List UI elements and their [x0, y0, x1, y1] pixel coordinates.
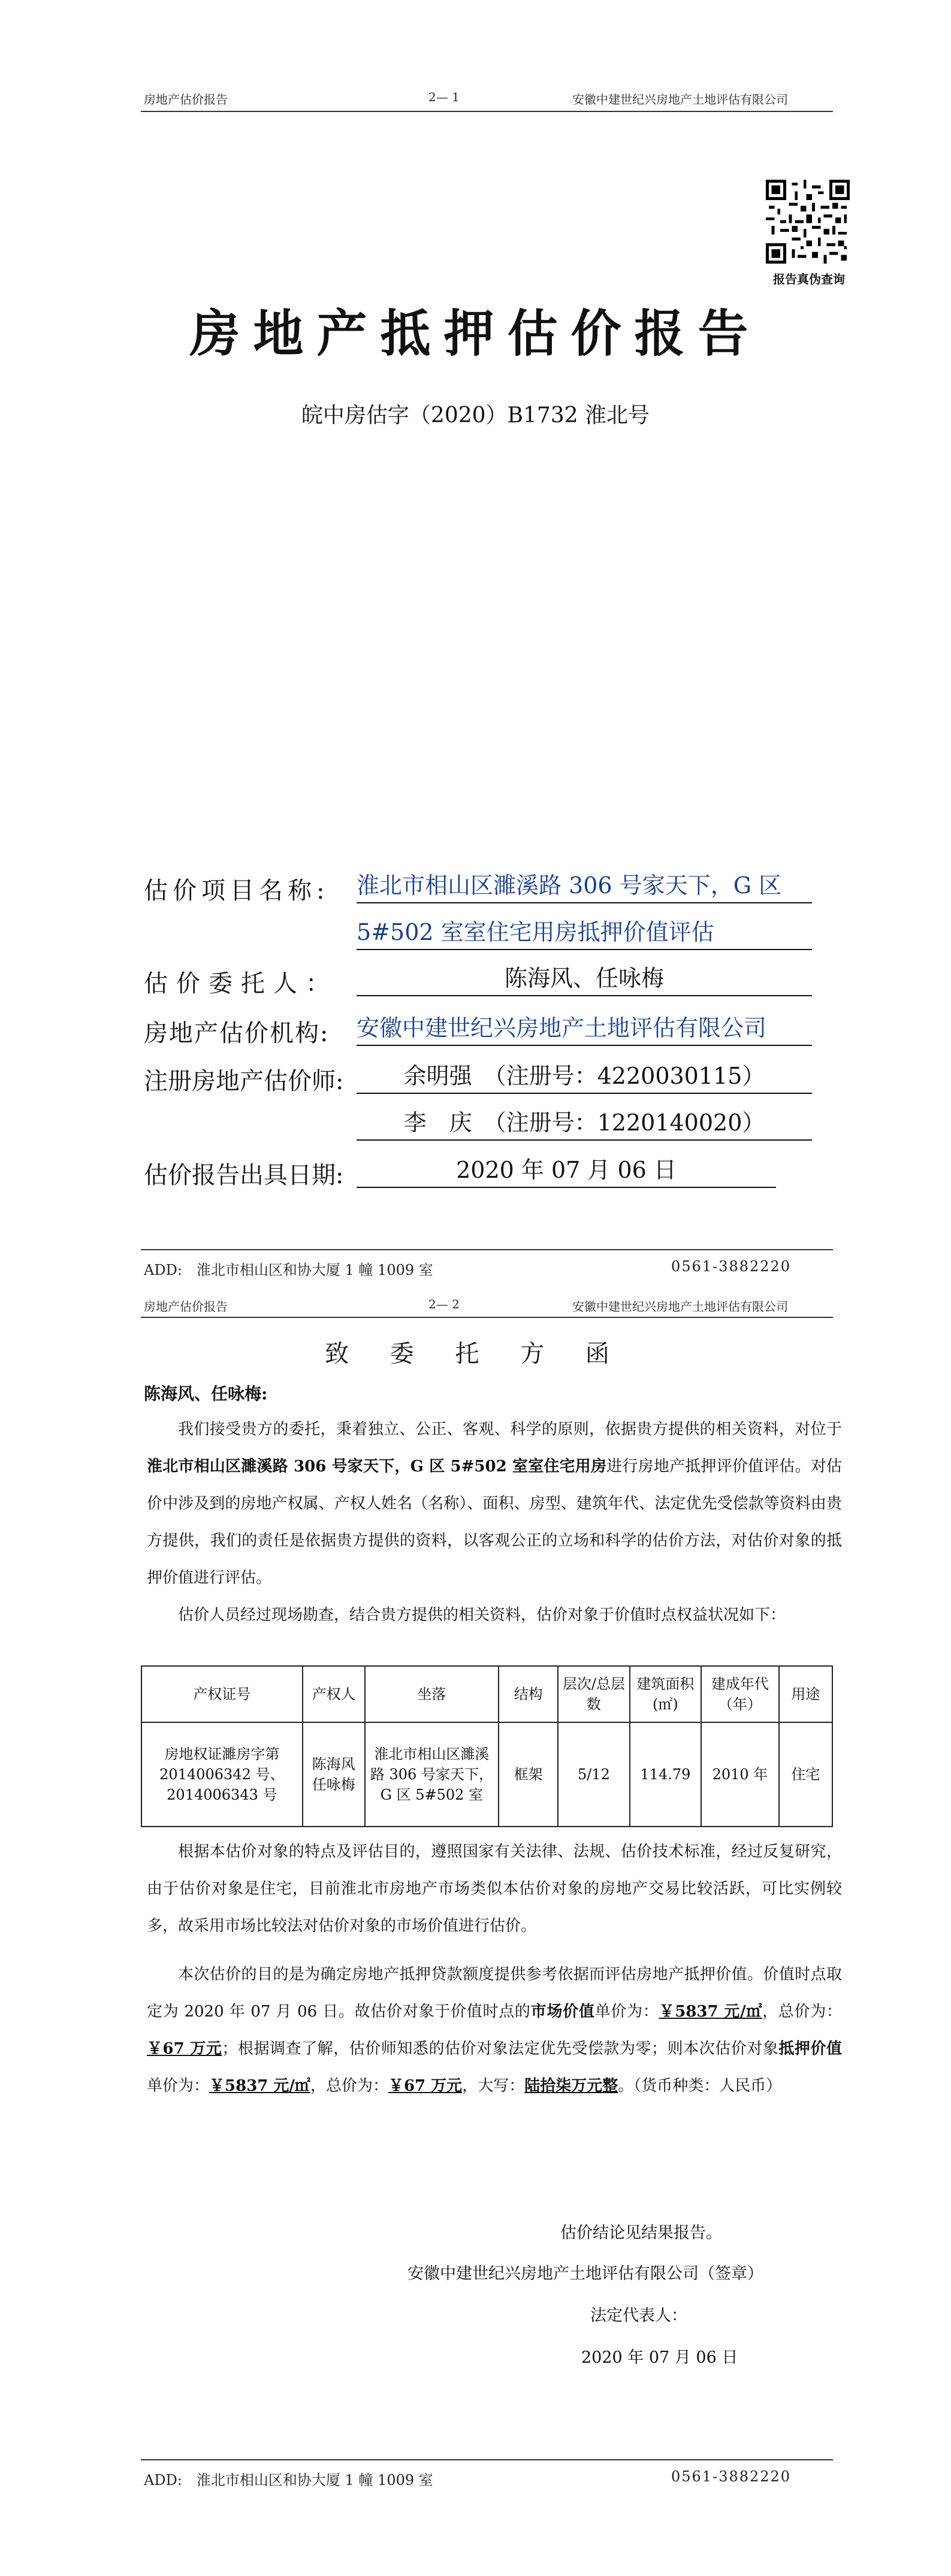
table-header-cell: 坐落: [365, 1666, 499, 1722]
table-header-cell: 建筑面积(㎡): [630, 1666, 702, 1722]
project-name-line2: 5#502 室室住宅用房抵押价值评估: [357, 917, 812, 950]
letter-title: 致 委 托 方 函: [325, 1340, 626, 1368]
table-header-cell: 产权人: [303, 1666, 365, 1722]
project-name-line1: 淮北市相山区濉溪路 306 号家天下，G 区: [357, 870, 812, 903]
paragraph-1: [147, 1411, 842, 1597]
project-name-row: [144, 872, 329, 906]
qr-code-icon: [766, 180, 850, 264]
para4-text: ，总价为：: [762, 2003, 842, 2021]
page1-footer-phone: 0561-3882220: [671, 1258, 792, 1275]
header-divider: [141, 1317, 833, 1318]
salutation: 陈海风、任咏梅:: [144, 1384, 268, 1404]
qr-caption: 报告真伪查询: [773, 272, 845, 286]
date-value: 2020 年 07 月 06 日: [357, 1154, 776, 1188]
company-seal-line: 安徽中建世纪兴房地产土地评估有限公司（签章）: [407, 2264, 763, 2283]
page2-footer-phone: 0561-3882220: [671, 2468, 792, 2485]
legal-representative: 法定代表人：: [590, 2306, 687, 2325]
report-number: 皖中房估字（2020）B1732 淮北号: [301, 403, 650, 428]
para4-text: 单价为：: [594, 2003, 659, 2021]
para1-text-c: 进行房地产抵押评价值评估。对估价中涉及到的房地产权属、产权人姓名（名称）、面积、房型、建筑年代、法定优先受偿款等资料由贵方提供，我们的责任是依据贵方提供的资料，以客观公正的立场和科学的估价方法，对估价对象的抵押价值进行评估。: [147, 1458, 842, 1587]
paragraph-2: 估价人员经过现场勘查，结合贵方提供的相关资料，估价对象于价值时点权益状况如下：: [178, 1606, 786, 1624]
table-cell: 2010 年: [701, 1722, 778, 1827]
table-cell: 陈海风 任咏梅: [303, 1722, 365, 1827]
header-right: 安徽中建世纪兴房地产土地评估有限公司: [572, 92, 788, 107]
para4-text: ，大写：: [462, 2077, 525, 2095]
page1-footer-divider: [141, 1249, 833, 1250]
table-header-cell: 产权证号: [141, 1666, 303, 1722]
table-cell: 淮北市相山区濉溪路 306 号家天下，G 区 5#502 室: [365, 1722, 499, 1827]
property-table: [141, 1665, 833, 1827]
table-header-cell: 结构: [499, 1666, 558, 1722]
header-page-number: 2— 2: [428, 1297, 460, 1311]
client-value: 陈海风、任咏梅: [357, 963, 812, 996]
date-row: [144, 1156, 343, 1190]
para4-text: 单价为：: [147, 2077, 210, 2095]
header-divider: [141, 111, 833, 112]
client-label: 估价委托人：: [144, 970, 338, 997]
mortgage-value-label: 抵押价值: [778, 2040, 842, 2058]
table-cell: 5/12: [558, 1722, 629, 1827]
total-in-words: 陆拾柒万元整: [524, 2077, 618, 2095]
header-left: 房地产估价报告: [144, 1299, 228, 1314]
market-value-label: 市场价值: [530, 2003, 595, 2021]
table-cell: 114.79: [630, 1722, 702, 1827]
sign-date: 2020 年 07 月 06 日: [581, 2348, 738, 2367]
appraiser-row: [144, 1062, 343, 1096]
table-header-cell: 用途: [779, 1666, 832, 1722]
market-total-price: ￥67 万元: [147, 2040, 222, 2058]
agency-label: 房地产估价机构:: [144, 1020, 330, 1047]
para1-property: 淮北市相山区濉溪路 306 号家天下，G 区 5#502 室室住宅用房: [147, 1458, 607, 1476]
table-row: [141, 1722, 832, 1827]
table-cell: 住宅: [779, 1722, 832, 1827]
table-cell: 框架: [499, 1722, 558, 1827]
report-title: 房地产抵押估价报告: [189, 304, 762, 363]
table-header-cell: 建成年代（年）: [701, 1666, 778, 1722]
para1-text-a: 我们接受贵方的委托，秉着独立、公正、客观、科学的原则，依据贵方提供的相关资料，对位于: [178, 1420, 842, 1438]
table-cell: 房地权证濉房字第 2014006342 号、2014006343 号: [141, 1722, 303, 1827]
appraiser-label: 注册房地产估价师:: [144, 1068, 344, 1095]
date-label: 估价报告出具日期:: [144, 1162, 344, 1189]
page1-footer-address: ADD: 淮北市相山区和协大厦 1 幢 1009 室: [144, 1262, 433, 1278]
project-name-label: 估价项目名称:: [144, 877, 330, 905]
client-row: [144, 965, 338, 999]
table-header-cell: 层次/总层数: [558, 1666, 629, 1722]
conclusion-note: 估价结论见结果报告。: [560, 2224, 722, 2242]
page2-footer-address: ADD: 淮北市相山区和协大厦 1 幢 1009 室: [144, 2472, 433, 2489]
appraiser-2: 李 庆 （注册号：1220140020）: [357, 1107, 812, 1141]
agency-row: [144, 1014, 329, 1048]
paragraph-4: [147, 1956, 842, 2105]
market-unit-price: ￥5837 元/㎡: [659, 2003, 763, 2021]
header-left: 房地产估价报告: [144, 92, 228, 107]
mortgage-total-price: ￥67 万元: [388, 2077, 463, 2095]
header-right: 安徽中建世纪兴房地产土地评估有限公司: [572, 1299, 788, 1314]
para4-text: ，总价为：: [310, 2077, 388, 2095]
table-header-row: [141, 1666, 832, 1722]
page2-footer-divider: [141, 2459, 833, 2460]
header-page-number: 2— 1: [428, 90, 460, 104]
para4-text: 。（货币种类：人民币）: [618, 2077, 782, 2095]
appraiser-1: 余明强 （注册号：4220030115）: [357, 1060, 812, 1094]
para4-text: 本次估价的目的是为确定房地产抵押贷款额度提供参考依据而评估房地产抵押价值。价值时点取定为 2020 年 07 月 06 日。故估价对象于价值时点的: [147, 1966, 842, 2021]
para4-text: ；根据调查了解，估价师知悉的估价对象法定优先受偿款为零；则本次估价对象: [222, 2040, 779, 2058]
paragraph-3: 根据本估价对象的特点及评估目的，遵照国家有关法律、法规、估价技术标准，经过反复研究，由于估价对象是住宅，目前淮北市房地产市场类似本估价对象的房地产交易比较活跃，可比实例较多，故采用市场比较法对估价对象的市场价值进行估价。: [147, 1843, 842, 1935]
mortgage-unit-price: ￥5837 元/㎡: [209, 2077, 310, 2095]
agency-value: 安徽中建世纪兴房地产土地评估有限公司: [357, 1012, 812, 1046]
